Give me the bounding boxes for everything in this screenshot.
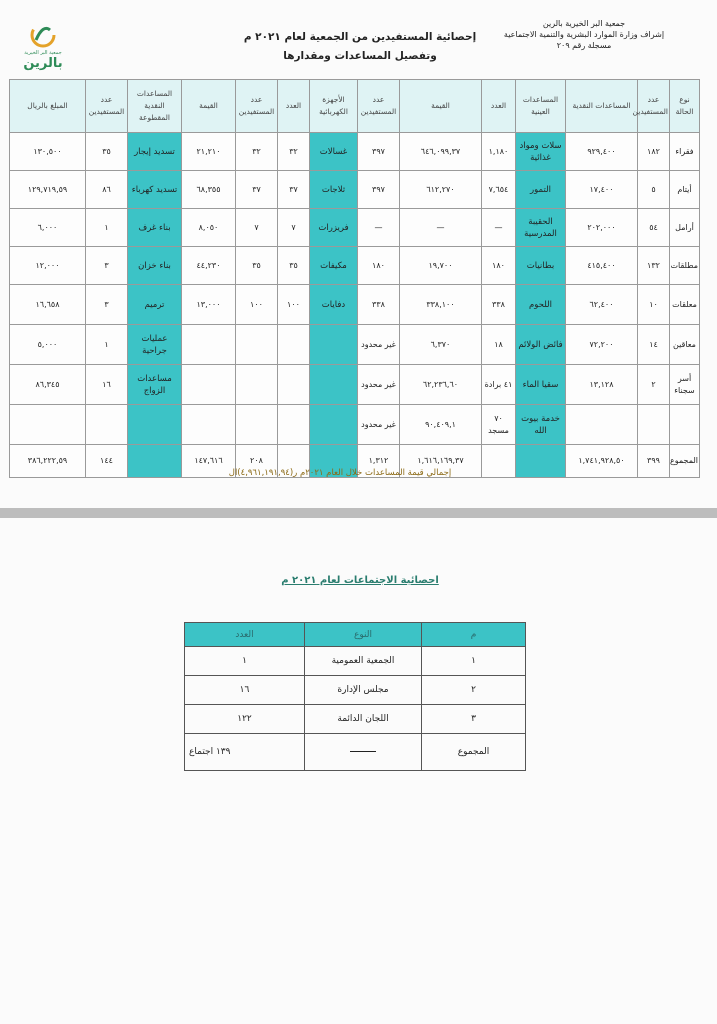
table-cell <box>236 325 278 365</box>
organization-header <box>479 18 689 51</box>
table-cell: ١٨٠ <box>482 247 516 285</box>
table-cell <box>670 405 700 445</box>
table-cell: ١٣,١٢٨ <box>566 365 638 405</box>
table-cell: ٢٠٢,٠٠٠ <box>566 209 638 247</box>
table-cell <box>182 365 236 405</box>
table-cell: ٣٧ <box>236 171 278 209</box>
table-cell: ٣٩٧ <box>358 133 400 171</box>
table-row <box>10 405 700 445</box>
table-row <box>185 705 526 734</box>
table-cell: غير محدود <box>358 325 400 365</box>
table-cell <box>516 445 566 478</box>
table-cell: ١٩,٧٠٠ <box>400 247 482 285</box>
table-cell: معلقات <box>670 285 700 325</box>
table-cell: غير محدود <box>358 365 400 405</box>
table-cell: — <box>400 209 482 247</box>
table-cell: الحقيبة المدرسية <box>516 209 566 247</box>
table-cell: ٨,٠٥٠ <box>182 209 236 247</box>
meetings-total-label: المجموع <box>422 734 526 771</box>
table-cell <box>182 325 236 365</box>
table-cell: ٢٠٨ <box>236 445 278 478</box>
table-cell <box>482 445 516 478</box>
table-cell: ١,٧٤١,٩٢٨,٥٠ <box>566 445 638 478</box>
table-cell: ٣٩٩ <box>638 445 670 478</box>
total-label: المجموع <box>670 445 700 478</box>
table-cell <box>278 405 310 445</box>
logo-big-text: بالرين <box>23 56 63 71</box>
table-cell: ٨٦ <box>86 171 128 209</box>
table-cell: ٣٣٨ <box>482 285 516 325</box>
table-cell <box>236 405 278 445</box>
header-count: العدد <box>482 80 516 133</box>
header-beneficiaries: عدد المستفيدين <box>86 80 128 133</box>
table-cell: ٦,٠٠٠ <box>10 209 86 247</box>
table-cell: ترميم <box>128 285 182 325</box>
table-cell: مكيفات <box>310 247 358 285</box>
table-cell <box>638 405 670 445</box>
org-supervision: إشراف وزارة الموارد البشرية والتنمية الاجتماعية <box>503 30 665 39</box>
table-row <box>10 365 700 405</box>
table-cell: ٧ <box>278 209 310 247</box>
table-cell <box>310 365 358 405</box>
table-cell <box>10 405 86 445</box>
table-cell: بناء غرف <box>128 209 182 247</box>
table-cell: ٧٢,٢٠٠ <box>566 325 638 365</box>
logo-mark-icon <box>30 22 56 48</box>
table-cell: ٣٣٨,١٠٠ <box>400 285 482 325</box>
table-cell: ٦٢,٢٣٦,٦٠ <box>400 365 482 405</box>
table-cell <box>182 405 236 445</box>
table-cell <box>278 325 310 365</box>
table-cell: ٣٥ <box>86 133 128 171</box>
table-cell: فريزرات <box>310 209 358 247</box>
table-cell: ٩٠,٤٠٩,١ <box>400 405 482 445</box>
empty-dash <box>305 734 422 771</box>
header-appliances: الأجهزة الكهربائية <box>310 80 358 133</box>
table-cell: خدمة بيوت الله <box>516 405 566 445</box>
table-cell: ١٣٠,٥٠٠ <box>10 133 86 171</box>
table-cell: بطانيات <box>516 247 566 285</box>
table-cell: ٦٢,٤٠٠ <box>566 285 638 325</box>
table-row <box>185 647 526 676</box>
table-cell <box>86 405 128 445</box>
table-cell: ١٠٠ <box>236 285 278 325</box>
header-cash-aid: المساعدات النقدية <box>566 80 638 133</box>
total-aid-summary: إجمالي قيمة المساعدات خلال العام ٢٠٢١م ر(٤,٩٦١,١٩١,٩٤)ال <box>228 468 452 478</box>
table-row <box>10 133 700 171</box>
table-cell: ٢١,٢١٠ <box>182 133 236 171</box>
table-cell: ٧ <box>236 209 278 247</box>
table-cell: ٦١٢,٢٧٠ <box>400 171 482 209</box>
table-cell: ٣٧ <box>278 171 310 209</box>
table-cell: مطلقات <box>670 247 700 285</box>
table-header-row <box>10 80 700 133</box>
header-count: العدد <box>185 623 305 647</box>
table-cell <box>310 405 358 445</box>
meetings-total-value: ١٣٩ اجتماع <box>185 734 305 771</box>
header-amount: المبلغ بالريال <box>10 80 86 133</box>
table-cell: ٤١٥,٤٠٠ <box>566 247 638 285</box>
header-type: النوع <box>305 623 422 647</box>
table-cell: بناء خزان <box>128 247 182 285</box>
header-value: القيمة <box>182 80 236 133</box>
table-cell: ثلاجات <box>310 171 358 209</box>
header-beneficiaries: عدد المستفيدين <box>358 80 400 133</box>
table-row <box>185 676 526 705</box>
table-cell: ١٢٢ <box>185 705 305 734</box>
table-cell: ٦,٣٧٠ <box>400 325 482 365</box>
table-cell: ٣ <box>422 705 526 734</box>
header-count: العدد <box>278 80 310 133</box>
table-cell: ١٢,٠٠٠ <box>10 247 86 285</box>
table-cell: ٨٦,٣٤٥ <box>10 365 86 405</box>
table-cell: اللجان الدائمة <box>305 705 422 734</box>
table-cell: ١٨٠ <box>358 247 400 285</box>
table-cell: ٣٩٧ <box>358 171 400 209</box>
meetings-header-row <box>185 623 526 647</box>
table-cell: ١٤ <box>638 325 670 365</box>
table-cell: الجمعية العمومية <box>305 647 422 676</box>
org-registration: مسجلة رقم ٢٠٩ <box>556 41 612 50</box>
table-cell: ٣ <box>86 285 128 325</box>
table-cell: تسديد كهرباء <box>128 171 182 209</box>
header-value: القيمة <box>400 80 482 133</box>
table-cell: ١٦,٦٥٨ <box>10 285 86 325</box>
table-cell: ١٧,٤٠٠ <box>566 171 638 209</box>
table-cell: ٥ <box>638 171 670 209</box>
meetings-page <box>0 518 717 1024</box>
table-cell: عمليات جراحية <box>128 325 182 365</box>
table-cell: ١٠ <box>638 285 670 325</box>
table-cell: مساعدات الزواج <box>128 365 182 405</box>
table-cell: أيتام <box>670 171 700 209</box>
header-case-type: نوع الحالة <box>670 80 700 133</box>
table-cell: دفايات <box>310 285 358 325</box>
table-cell: ١٢٩,٧١٩,٥٩ <box>10 171 86 209</box>
table-row <box>10 285 700 325</box>
table-cell: ٥٤ <box>638 209 670 247</box>
table-cell: ٧,٦٥٤ <box>482 171 516 209</box>
table-cell: ٣ <box>86 247 128 285</box>
table-cell: غسالات <box>310 133 358 171</box>
table-cell: ١٦ <box>185 676 305 705</box>
header-lump-sum-aid: المساعدات النقدية المقطوعة <box>128 80 182 133</box>
table-cell: مجلس الإدارة <box>305 676 422 705</box>
table-cell: ١,١٨٠ <box>482 133 516 171</box>
table-cell: أرامل <box>670 209 700 247</box>
table-cell: ٦٤٦,٠٩٩,٣٧ <box>400 133 482 171</box>
table-cell: — <box>482 209 516 247</box>
org-name: جمعية البر الخيرية بالرين <box>542 19 626 28</box>
table-cell: معاقين <box>670 325 700 365</box>
table-cell: ١,٦١٦,١٦٩,٣٧ <box>400 445 482 478</box>
table-row <box>10 247 700 285</box>
logo-small-text: جمعية البر الخيرية <box>24 50 62 56</box>
table-cell: ١٣,٠٠٠ <box>182 285 236 325</box>
table-cell <box>236 365 278 405</box>
table-cell: ٥,٠٠٠ <box>10 325 86 365</box>
table-cell: أسر سجناء <box>670 365 700 405</box>
table-row <box>10 209 700 247</box>
table-cell: ١٨٢ <box>638 133 670 171</box>
table-cell: التمور <box>516 171 566 209</box>
table-cell: ٢ <box>422 676 526 705</box>
header-beneficiaries: عدد المستفيدين <box>236 80 278 133</box>
table-cell: ١٠٠ <box>278 285 310 325</box>
table-cell: ٩٢٩,٤٠٠ <box>566 133 638 171</box>
table-cell: ١ <box>86 209 128 247</box>
table-cell <box>278 365 310 405</box>
table-cell: ١٣٢ <box>638 247 670 285</box>
dash-line <box>350 751 376 752</box>
table-cell: ١ <box>185 647 305 676</box>
header-beneficiaries: عدد المستفيدين <box>638 80 670 133</box>
table-cell: ١٦ <box>86 365 128 405</box>
table-cell: سقيا الماء <box>516 365 566 405</box>
header-in-kind-aid: المساعدات العينية <box>516 80 566 133</box>
table-cell: سلات ومواد غذائية <box>516 133 566 171</box>
meetings-table <box>184 622 526 771</box>
table-cell: ٣٨٦,٢٢٢,٥٩ <box>10 445 86 478</box>
table-cell: ٢ <box>638 365 670 405</box>
report-title <box>240 28 480 66</box>
organization-logo <box>18 22 68 74</box>
stats-page <box>0 0 717 508</box>
table-cell <box>128 445 182 478</box>
table-cell: ١٨ <box>482 325 516 365</box>
report-title-line1: إحصائية المستفيدين من الجمعية لعام ٢٠٢١ م <box>243 31 477 43</box>
table-cell: تسديد إيجار <box>128 133 182 171</box>
table-cell: ٦٨,٣٥٥ <box>182 171 236 209</box>
table-cell: فائض الولائم <box>516 325 566 365</box>
table-cell: ٧٠ مسجد <box>482 405 516 445</box>
table-cell: فقراء <box>670 133 700 171</box>
meetings-title: احصائية الاجتماعات لعام ٢٠٢١ م <box>281 575 439 586</box>
table-cell: اللحوم <box>516 285 566 325</box>
table-cell: ١ <box>86 325 128 365</box>
table-cell <box>566 405 638 445</box>
table-cell: ١٤٧,٦١٦ <box>182 445 236 478</box>
table-cell: ٣٢ <box>236 133 278 171</box>
table-cell <box>128 405 182 445</box>
table-cell: ٤١ برادة <box>482 365 516 405</box>
table-cell: ٣٣٨ <box>358 285 400 325</box>
table-cell: غير محدود <box>358 405 400 445</box>
meetings-total-row <box>185 734 526 771</box>
table-cell: ٣٥ <box>236 247 278 285</box>
table-cell: ١,٣١٢ <box>358 445 400 478</box>
table-cell <box>310 325 358 365</box>
table-cell: — <box>358 209 400 247</box>
table-cell: ٤٤,٢٣٠ <box>182 247 236 285</box>
table-cell: ٣٢ <box>278 133 310 171</box>
table-cell: ١ <box>422 647 526 676</box>
table-cell: ١٤٤ <box>86 445 128 478</box>
table-row <box>10 171 700 209</box>
beneficiaries-table <box>9 79 700 478</box>
header-number: م <box>422 623 526 647</box>
report-title-line2: وتفصيل المساعدات ومقدارها <box>283 50 437 62</box>
table-row <box>10 325 700 365</box>
table-cell: ٣٥ <box>278 247 310 285</box>
